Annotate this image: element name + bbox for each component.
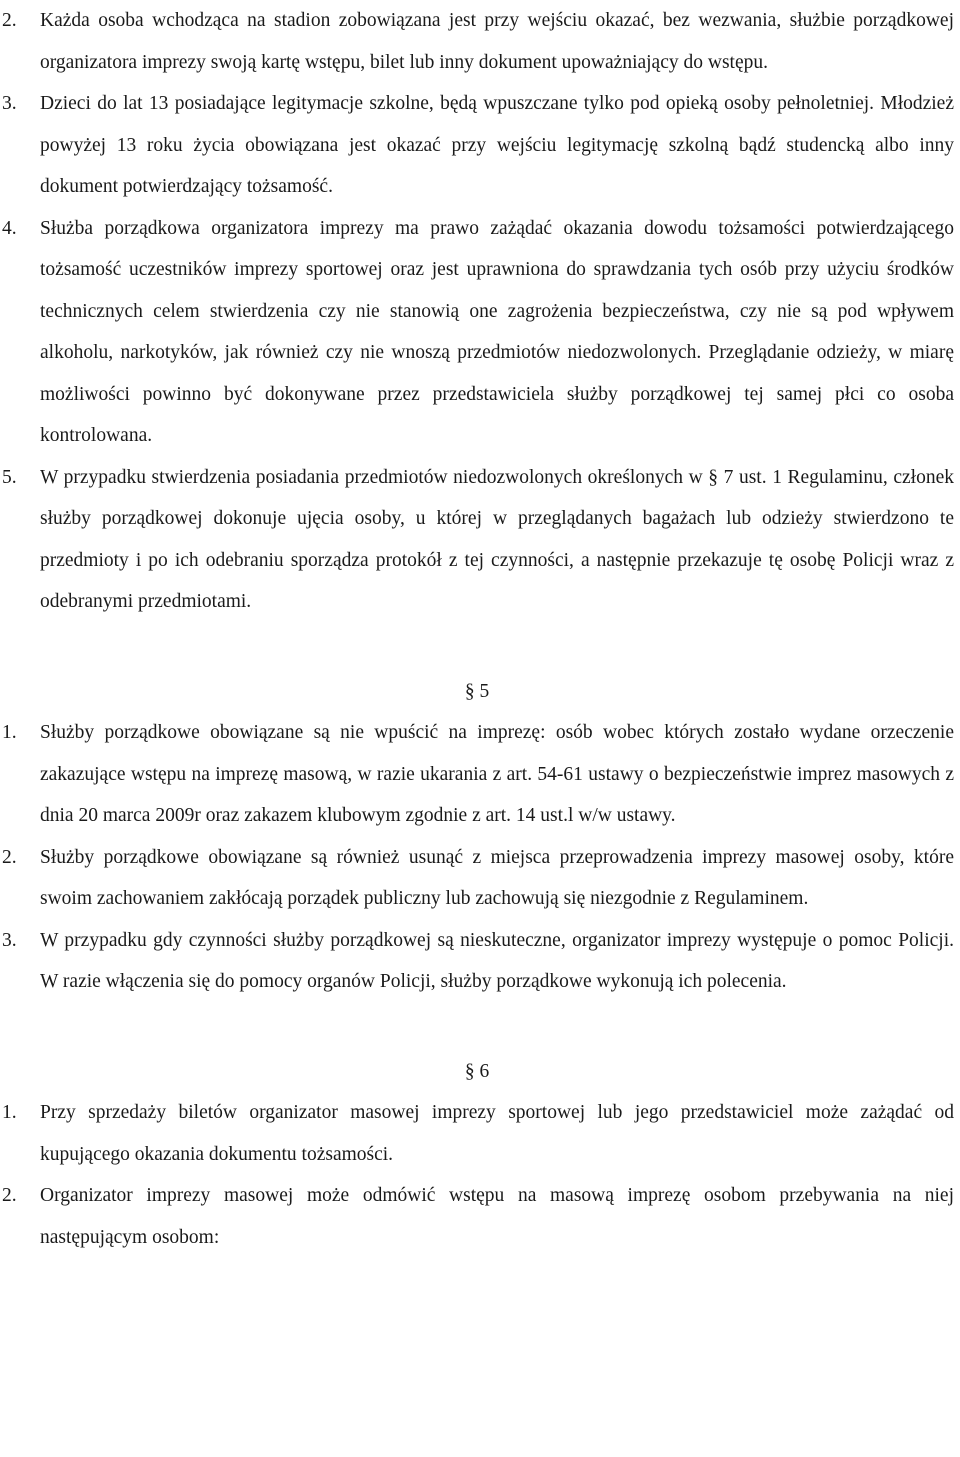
paragraph-item <box>0 712 954 837</box>
item-text: Służby porządkowe obowiązane są również usunąć z miejsca przeprowadzenia imprezy masowej osoby, które swoim zachowaniem zakłócają porządek publiczny lub zachowują się niezgodnie z Regulaminem. <box>40 846 954 909</box>
paragraph-item <box>0 457 954 623</box>
item-text: Służba porządkowa organizatora imprezy ma prawo zażądać okazania dowodu tożsamości potwierdzającego tożsamość uczestników imprezy sportowej oraz jest uprawniona do sprawdzania tych osób przy użyciu środków technicznych celem stwierdzenia czy nie stanowią one zagrożenia bezpieczeństwa, czy nie są pod wpływem alkoholu, narkotyków, jak również czy nie wnoszą przedmiotów niedozwolonych. Przeglądanie odzieży, w miarę możliwości powinno być dokonywane przez przedstawiciela służby porządkowej tej samej płci co osoba kontrolowana. <box>40 217 954 446</box>
item-text: Dzieci do lat 13 posiadające legitymacje szkolne, będą wpuszczane tylko pod opieką osoby pełnoletniej. Młodzież powyżej 13 roku życia obowiązana jest okazać przy wejściu legitymację szkolną bądź studencką albo inny dokument potwierdzający tożsamość. <box>40 93 954 197</box>
item-text: Służby porządkowe obowiązane są nie wpuścić na imprezę: osób wobec których zostało wydane orzeczenie zakazujące wstępu na imprezę masową, w razie ukarania z art. 54-61 ustawy o bezpieczeństwie imprez masowych z dnia 20 marca 2009r oraz zakazem klubowym zgodnie z art. 14 ust.l w/w ustawy. <box>40 722 954 826</box>
paragraph-item <box>0 0 954 83</box>
item-text: W przypadku gdy czynności służby porządkowej są nieskuteczne, organizator imprezy występuje o pomoc Policji. W razie włączenia się do pomocy organów Policji, służby porządkowe wykonują ich polecenia. <box>40 929 954 992</box>
paragraph-item <box>0 208 954 457</box>
item-text: W przypadku stwierdzenia posiadania przedmiotów niedozwolonych określonych w § 7 ust. 1 Regulaminu, członek służby porządkowej dokonuje ujęcia osoby, u której w przeglądanych bagażach lub odzieży stwierdzono te przedmioty i po ich odebraniu sporządza protokół z tej czynności, a następnie przekazuje tę osobę Policji wraz z odebranymi przedmiotami. <box>40 466 954 612</box>
item-number: 3. <box>2 93 17 114</box>
item-number: 2. <box>2 846 17 868</box>
item-text: Każda osoba wchodząca na stadion zobowiązana jest przy wejściu okazać, bez wezwania, służbie porządkowej organizatora imprezy swoją kartę wstępu, bilet lub inny dokument upoważniający do wstępu. <box>40 10 954 73</box>
item-number: 4. <box>2 217 17 239</box>
item-number: 1. <box>2 722 17 743</box>
item-number: 5. <box>2 466 17 488</box>
section-heading: § 6 <box>464 1060 490 1082</box>
paragraph-item <box>0 1092 954 1175</box>
paragraph-item <box>0 920 954 1003</box>
item-number: 2. <box>2 1185 17 1206</box>
paragraph-item <box>0 83 954 208</box>
section-heading: § 5 <box>464 680 490 702</box>
paragraph-item <box>0 1175 954 1258</box>
paragraph-item <box>0 837 954 920</box>
item-number: 3. <box>2 929 17 951</box>
item-number: 1. <box>2 1102 17 1123</box>
item-text: Przy sprzedaży biletów organizator masowej imprezy sportowej lub jego przedstawiciel może zażądać od kupującego okazania dokumentu tożsamości. <box>40 1102 954 1165</box>
item-number: 2. <box>2 10 17 31</box>
item-text: Organizator imprezy masowej może odmówić wstępu na masową imprezę osobom przebywania na niej następującym osobom: <box>40 1185 954 1248</box>
